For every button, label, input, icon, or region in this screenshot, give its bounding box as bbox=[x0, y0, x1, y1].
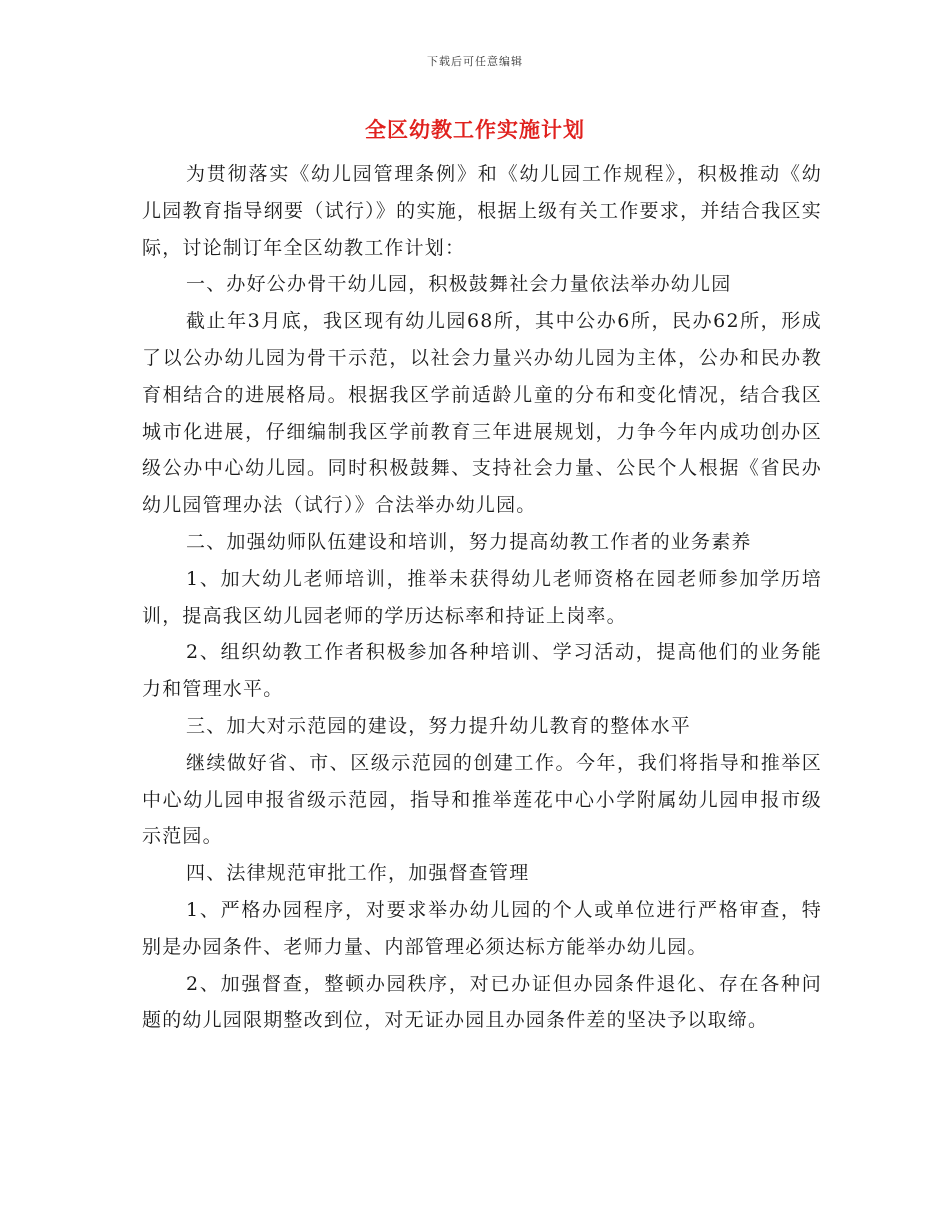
paragraph-section-3: 继续做好省、市、区级示范园的创建工作。今年，我们将指导和推举区中心幼儿园申报省级示范园，指导和推举莲花中心小学附属幼儿园申报市级示范园。 bbox=[142, 751, 822, 848]
header-note: 下载后可任意编辑 bbox=[427, 55, 523, 68]
paragraph-section-2-item-2: 2、组织幼教工作者积极参加各种培训、学习活动，提高他们的业务能力和管理水平。 bbox=[142, 641, 822, 701]
paragraph-intro: 为贯彻落实《幼儿园管理条例》和《幼儿园工作规程》，积极推动《幼儿园教育指导纲要（试行）》的实施，根据上级有关工作要求，并结合我区实际，讨论制订年全区幼教工作计划： bbox=[142, 163, 822, 259]
paragraph-section-4-item-1: 1、严格办园程序，对要求举办幼儿园的个人或单位进行严格审查，特别是办园条件、老师力量、内部管理必须达标方能举办幼儿园。 bbox=[142, 898, 822, 958]
section-heading-2: 二、加强幼师队伍建设和培训，努力提高幼教工作者的业务素养 bbox=[186, 530, 752, 553]
document-title: 全区幼教工作实施计划 bbox=[365, 117, 585, 142]
document-body bbox=[142, 156, 822, 1039]
paragraph-section-4-item-2: 2、加强督查，整顿办园秩序，对已办证但办园条件退化、存在各种问题的幼儿园限期整改到位，对无证办园且办园条件差的坚决予以取缔。 bbox=[142, 972, 822, 1032]
paragraph-section-2-item-1: 1、加大幼儿老师培训，推举未获得幼儿老师资格在园老师参加学历培训，提高我区幼儿园老师的学历达标率和持证上岗率。 bbox=[142, 567, 822, 627]
section-heading-1: 一、办好公办骨干幼儿园，积极鼓舞社会力量依法举办幼儿园 bbox=[186, 273, 732, 296]
section-heading-3: 三、加大对示范园的建设，努力提升幼儿教育的整体水平 bbox=[186, 714, 692, 737]
section-heading-4: 四、法律规范审批工作，加强督查管理 bbox=[186, 862, 530, 885]
paragraph-section-1: 截止年3月底，我区现有幼儿园68所，其中公办6所，民办62所，形成了以公办幼儿园为骨干示范，以社会力量兴办幼儿园为主体，公办和民办教育相结合的进展格局。根据我区学前适龄儿童的分布和变化情况，结合我区城市化进展，仔细编制我区学前教育三年进展规划，力争今年内成功创办区级公办中心幼儿园。同时积极鼓舞、支持社会力量、公民个人根据《省民办幼儿园管理办法（试行）》合法举办幼儿园。 bbox=[142, 310, 822, 517]
